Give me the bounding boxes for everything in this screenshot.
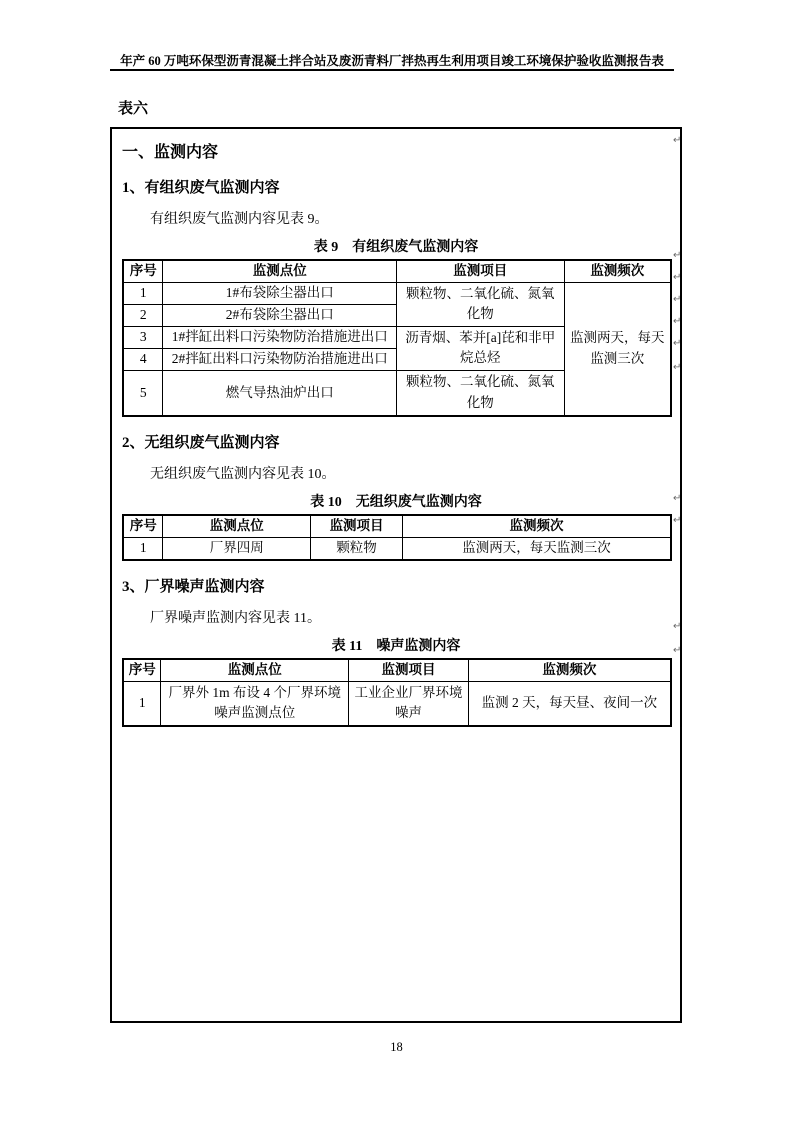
item-cell-merged-1-2: 颗粒物、二氧化硫、氮氧化物 xyxy=(396,282,564,326)
point-cell: 1#拌缸出料口污染物防治措施进出口 xyxy=(163,326,397,348)
frequency-cell-merged: 监测两天，每天监测三次 xyxy=(564,282,671,416)
paragraph-mark-icon: ↵ xyxy=(673,515,682,526)
table-11-caption: 表 11 噪声监测内容 xyxy=(331,639,461,655)
section-2-intro: 无组织废气监测内容见表 10。 xyxy=(150,467,336,483)
table-row xyxy=(123,282,671,304)
table-row xyxy=(123,682,671,726)
sheet-label: 表六 xyxy=(118,101,149,117)
table-10-col-frequency: 监测频次 xyxy=(402,515,671,537)
section-2-heading: 2、无组织废气监测内容 xyxy=(122,435,280,452)
paragraph-mark-icon: ↵ xyxy=(673,338,682,349)
seq-cell: 5 xyxy=(123,370,163,416)
header-rule xyxy=(110,69,674,71)
section-3-heading: 3、厂界噪声监测内容 xyxy=(122,579,265,596)
item-cell: 工业企业厂界环境噪声 xyxy=(349,682,469,726)
point-cell: 厂界外 1m 布设 4 个厂界环境噪声监测点位 xyxy=(161,682,349,726)
table-9-col-seq: 序号 xyxy=(123,260,163,282)
seq-cell: 1 xyxy=(123,282,163,304)
seq-cell: 4 xyxy=(123,348,163,370)
table-9-col-point: 监测点位 xyxy=(163,260,397,282)
paragraph-mark-icon: ↵ xyxy=(673,316,682,327)
table-10-col-point: 监测点位 xyxy=(163,515,311,537)
paragraph-mark-icon: ↵ xyxy=(673,493,682,504)
table-11-noise xyxy=(122,658,672,726)
paragraph-mark-icon: ↵ xyxy=(673,621,682,632)
seq-cell: 1 xyxy=(123,682,161,726)
section-1-intro: 有组织废气监测内容见表 9。 xyxy=(150,212,329,227)
point-cell: 2#拌缸出料口污染物防治措施进出口 xyxy=(163,348,397,370)
seq-cell: 3 xyxy=(123,326,163,348)
section-3-intro: 厂界噪声监测内容见表 11。 xyxy=(150,611,321,627)
document-header-title: 年产 60 万吨环保型沥青混凝土拌合站及废沥青料厂拌热再生利用项目竣工环境保护验收监测报告表 xyxy=(120,54,664,68)
table-10-header-row xyxy=(123,515,671,537)
paragraph-mark-icon: ↵ xyxy=(673,645,682,656)
frequency-cell: 监测两天，每天监测三次 xyxy=(402,538,671,560)
item-cell-merged-3-4: 沥青烟、苯并[a]芘和非甲烷总烃 xyxy=(396,326,564,370)
table-11-col-item: 监测项目 xyxy=(349,659,469,681)
table-row xyxy=(123,538,671,560)
table-9-organized-gas xyxy=(122,259,672,417)
table-10-fugitive-gas xyxy=(122,514,672,561)
paragraph-mark-icon: ↵ xyxy=(673,250,682,261)
item-cell: 颗粒物 xyxy=(311,538,403,560)
paragraph-mark-icon: ↵ xyxy=(673,294,682,305)
table-9-header-row xyxy=(123,260,671,282)
item-cell-row-5: 颗粒物、二氧化硫、氮氧化物 xyxy=(396,370,564,416)
table-11-col-point: 监测点位 xyxy=(161,659,349,681)
table-9-col-frequency: 监测频次 xyxy=(564,260,671,282)
table-10-col-seq: 序号 xyxy=(123,515,163,537)
content-box xyxy=(110,127,682,1023)
paragraph-mark-icon: ↵ xyxy=(673,362,682,373)
table-10-caption: 表 10 无组织废气监测内容 xyxy=(310,495,482,511)
main-heading: 一、监测内容 xyxy=(122,144,219,161)
table-9-caption: 表 9 有组织废气监测内容 xyxy=(313,240,479,255)
table-9-col-item: 监测项目 xyxy=(396,260,564,282)
table-10-col-item: 监测项目 xyxy=(311,515,403,537)
frequency-cell: 监测 2 天，每天昼、夜间一次 xyxy=(468,682,671,726)
point-cell: 燃气导热油炉出口 xyxy=(163,370,397,416)
section-1-heading: 1、有组织废气监测内容 xyxy=(122,180,280,196)
paragraph-mark-icon: ↵ xyxy=(673,135,682,146)
table-11-col-frequency: 监测频次 xyxy=(468,659,671,681)
table-11-col-seq: 序号 xyxy=(123,659,161,681)
point-cell: 1#布袋除尘器出口 xyxy=(163,282,397,304)
paragraph-mark-icon: ↵ xyxy=(673,272,682,283)
seq-cell: 1 xyxy=(123,538,163,560)
point-cell: 2#布袋除尘器出口 xyxy=(163,304,397,326)
table-11-header-row xyxy=(123,659,671,681)
point-cell: 厂界四周 xyxy=(163,538,311,560)
page-number: 18 xyxy=(390,1040,403,1054)
seq-cell: 2 xyxy=(123,304,163,326)
